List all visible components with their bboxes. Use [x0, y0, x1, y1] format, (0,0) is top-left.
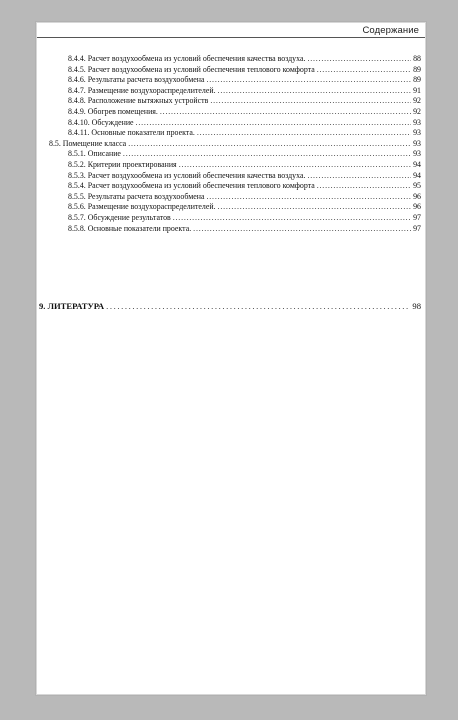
toc-entry[interactable]: [37, 86, 425, 97]
toc-entry-page: 97: [413, 223, 421, 233]
toc-chapter-entry[interactable]: [37, 300, 425, 312]
toc-entry-title: 8.4.7. Размещение воздухораспределителей.: [68, 85, 216, 95]
dot-leader: [218, 86, 412, 97]
toc-entry-page: 97: [413, 212, 421, 222]
toc-entry[interactable]: [37, 118, 425, 129]
dot-leader: [106, 300, 410, 312]
dot-leader: [317, 65, 411, 76]
toc-entry-page: 93: [413, 138, 421, 148]
toc-entry[interactable]: [37, 192, 425, 203]
toc-entry-page: 93: [413, 128, 421, 138]
toc-chapter-page: 98: [412, 301, 421, 311]
toc-entry[interactable]: [37, 96, 425, 107]
dot-leader: [307, 54, 411, 65]
toc-entry-title: 8.5.5. Результаты расчета воздухообмена: [68, 191, 205, 201]
toc-entry-page: 95: [413, 181, 421, 191]
toc-entry-page: 91: [413, 85, 421, 95]
dot-leader: [197, 128, 411, 139]
book-page: [36, 22, 426, 695]
toc-entry-page: 88: [413, 54, 421, 63]
toc-entry-page: 93: [413, 117, 421, 127]
dot-leader: [207, 192, 412, 203]
toc-entry[interactable]: [37, 65, 425, 76]
toc-entry-title: 8.4.11. Основные показатели проекта.: [68, 128, 195, 138]
toc-entry-title: 8.5.7. Обсуждение результатов: [68, 212, 171, 222]
toc-entry-title: 8.5.4. Расчет воздухообмена из условий обеспечения теплового комфорта: [68, 181, 315, 191]
toc-entry[interactable]: [37, 171, 425, 182]
dot-leader: [207, 75, 412, 86]
toc-entry-page: 96: [413, 191, 421, 201]
toc-entry-page: 89: [413, 75, 421, 85]
dot-leader: [193, 224, 411, 235]
toc-chapter-title: 9. ЛИТЕРАТУРА: [39, 301, 105, 311]
table-of-contents: [37, 54, 425, 234]
toc-entry-title: 8.4.8. Расположение вытяжных устройств: [68, 96, 209, 106]
dot-leader: [173, 213, 411, 224]
dot-leader: [307, 171, 411, 182]
toc-entry-title: 8.4.6. Результаты расчета воздухообмена: [68, 75, 205, 85]
toc-entry-page: 89: [413, 64, 421, 74]
toc-entry-title: 8.4.9. Обогрев помещения.: [68, 106, 158, 116]
toc-entry[interactable]: [37, 181, 425, 192]
toc-entry-page: 92: [413, 96, 421, 106]
toc-entry-title: 8.5.6. Размещение воздухораспределителей.: [68, 202, 216, 212]
toc-entry-page: 94: [413, 170, 421, 180]
dot-leader: [210, 96, 411, 107]
toc-entry-title: 8.4.5. Расчет воздухообмена из условий обеспечения теплового комфорта: [68, 64, 315, 74]
toc-entry[interactable]: [37, 107, 425, 118]
dot-leader: [218, 202, 412, 213]
dot-leader: [160, 107, 411, 118]
header-rule: [37, 37, 425, 38]
toc-entry-title: 8.5.3. Расчет воздухообмена из условий обеспечения качества воздуха.: [68, 170, 306, 180]
toc-entry[interactable]: [37, 224, 425, 235]
toc-entry[interactable]: [37, 54, 425, 65]
toc-entry-title: 8.5.8. Основные показатели проекта.: [68, 223, 192, 233]
toc-entry[interactable]: [37, 160, 425, 171]
toc-entry-title: 8.4.4. Расчет воздухообмена из условий обеспечения качества воздуха.: [68, 54, 306, 63]
dot-leader: [136, 118, 412, 129]
toc-entry-title: 8.5.1. Описание: [68, 149, 121, 159]
toc-entry-title: 8.5. Помещение класса: [49, 138, 127, 148]
toc-entry-title: 8.5.2. Критерии проектирования: [68, 159, 177, 169]
toc-entry[interactable]: [37, 139, 425, 150]
toc-entry-page: 96: [413, 202, 421, 212]
toc-entry[interactable]: [37, 128, 425, 139]
toc-entry-title: 8.4.10. Обсуждение: [68, 117, 134, 127]
dot-leader: [128, 139, 411, 150]
toc-entry[interactable]: [37, 149, 425, 160]
toc-entry-page: 94: [413, 159, 421, 169]
toc-entry[interactable]: [37, 202, 425, 213]
dot-leader: [123, 149, 411, 160]
toc-entry[interactable]: [37, 213, 425, 224]
toc-entry-page: 92: [413, 106, 421, 116]
dot-leader: [317, 181, 411, 192]
running-header: Содержание: [362, 25, 419, 36]
dot-leader: [179, 160, 411, 171]
toc-entry[interactable]: [37, 75, 425, 86]
toc-entry-page: 93: [413, 149, 421, 159]
